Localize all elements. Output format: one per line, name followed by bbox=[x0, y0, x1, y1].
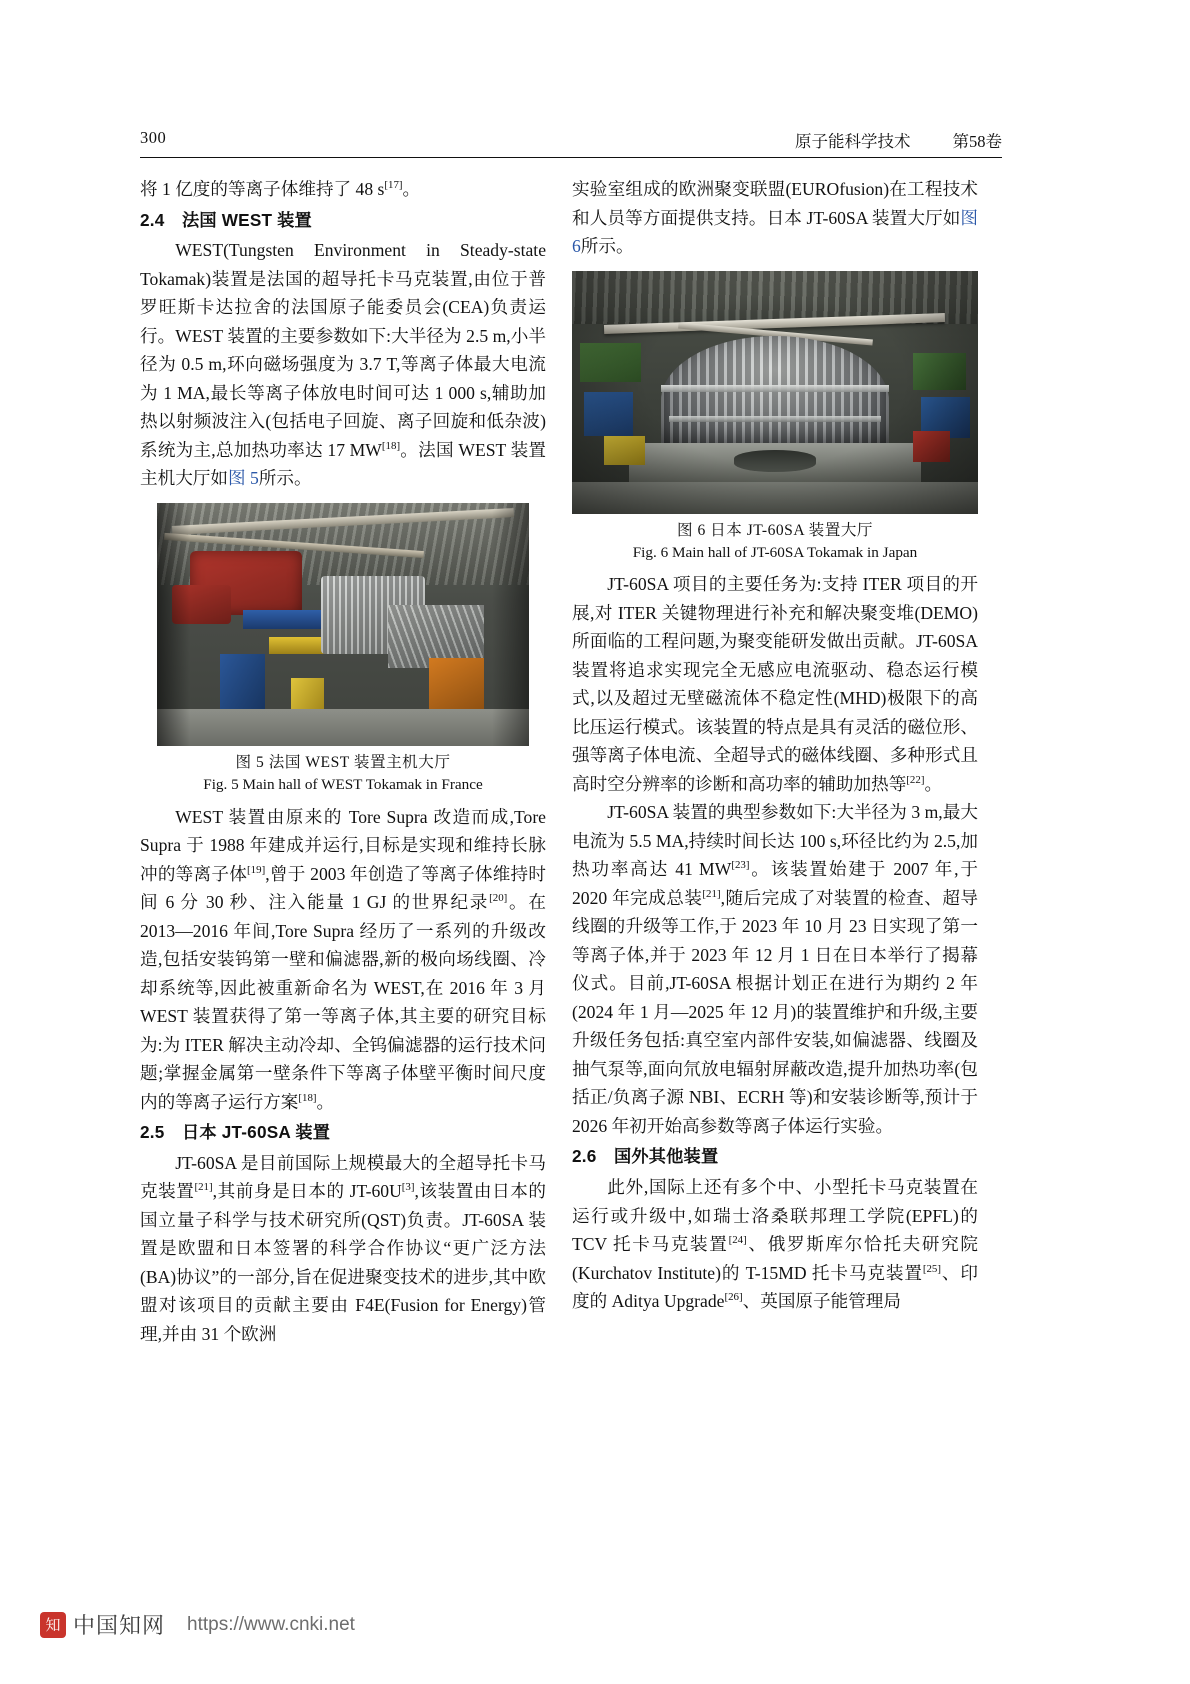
figure-6-caption-cn: 图 6 日本 JT-60SA 装置大厅 bbox=[676, 521, 874, 539]
figure-6 bbox=[572, 271, 978, 565]
paragraph-west-overview bbox=[140, 236, 546, 493]
paragraph-text: 实验室组成的欧洲聚变联盟(EUROfusion)在工程技术和人员等方面提供支持。日本 JT-60SA 装置大厅如 bbox=[572, 179, 978, 228]
citation-ref: [18] bbox=[381, 440, 401, 452]
figure-5-caption bbox=[140, 752, 546, 797]
journal-title: 原子能科学技术 bbox=[795, 132, 911, 151]
section-heading-2-4 bbox=[140, 207, 546, 235]
citation-ref: [21] bbox=[194, 1181, 213, 1194]
citation-ref: [21] bbox=[702, 887, 721, 900]
cnki-logo bbox=[40, 1609, 165, 1640]
paragraph-continued bbox=[140, 175, 546, 204]
paragraph-text-end: 所示。 bbox=[258, 468, 312, 489]
section-title: 国外其他装置 bbox=[614, 1146, 719, 1167]
paragraph-text: JT-60SA 装置的典型参数如下:大半径为 3 m,最大电流为 5.5 MA,持续时间长达 100 s,环径比约为 2.5,加热功率高达 41 MW bbox=[572, 802, 978, 880]
citation-ref: [18] bbox=[298, 1091, 317, 1104]
citation-ref: [24] bbox=[728, 1234, 747, 1247]
paragraph-text: ,曾于 2003 年创造了等离子体维持时间 6 分 30 秒、注入能量 1 GJ 的世界纪录 bbox=[140, 863, 546, 912]
paragraph-text-end: 所示。 bbox=[580, 236, 634, 256]
right-column bbox=[572, 175, 978, 1316]
paragraph-text-end: 。 bbox=[402, 179, 421, 199]
section-title: 法国 WEST 装置 bbox=[182, 209, 312, 230]
paragraph-text: JT-60SA 项目的主要任务为:支持 ITER 项目的开展,对 ITER 关键物理进行补充和解决聚变堆(DEMO)所面临的工程问题,为聚变能研发做出贡献。JT-60SA 装置将追求实现完全无感应电流驱动、稳态运行模式,以及超过无壁磁流体不稳定性(MHD)极限下的高比压运行模式。该装置的特点是具有灵活的磁位形、强等离子体电流、全超导式的磁体线圈、多种形式且高时空分辨率的诊断和高功率的辅助加热等 bbox=[572, 574, 978, 794]
citation-ref: [22] bbox=[906, 773, 925, 786]
paragraph-text-end: 。 bbox=[924, 773, 943, 794]
citation-ref: [23] bbox=[731, 859, 750, 872]
citation-ref: [20] bbox=[489, 892, 508, 905]
paragraph-text: 、印度的 Aditya Upgrade bbox=[572, 1262, 978, 1311]
header-divider bbox=[140, 157, 1002, 158]
left-column bbox=[140, 175, 546, 1348]
section-heading-2-5 bbox=[140, 1119, 546, 1147]
paragraph-text: ,其前身是日本的 JT-60U bbox=[212, 1181, 402, 1202]
paragraph-jt60sa-mission bbox=[572, 570, 978, 798]
page-number: 300 bbox=[140, 128, 167, 147]
citation-ref: [17] bbox=[384, 179, 403, 192]
paragraph-text: JT-60SA 是目前国际上规模最大的全超导托卡马克装置 bbox=[140, 1152, 546, 1202]
section-number: 2.6 bbox=[572, 1146, 597, 1167]
paragraph-text: WEST 装置由原来的 Tore Supra 改造而成,Tore Supra 于 1988 年建成并运行,目标是实现和维持长脉冲的等离子体 bbox=[140, 806, 546, 884]
paragraph-text-end: 、英国原子能管理局 bbox=[742, 1291, 901, 1311]
paragraph-other-devices bbox=[572, 1173, 978, 1316]
volume-label: 第58卷 bbox=[952, 132, 1002, 151]
figure-5 bbox=[140, 503, 546, 797]
figure-5-caption-en: Fig. 5 Main hall of WEST Tokamak in France bbox=[203, 776, 483, 794]
paragraph-text: 、俄罗斯库尔恰托夫研究院(Kurchatov Institute)的 T-15MD 托卡马克装置 bbox=[572, 1234, 978, 1283]
paragraph-text: 。该装置始建于 2007 年,于 2020 年完成总装 bbox=[572, 859, 978, 908]
citation-ref: [26] bbox=[724, 1291, 743, 1304]
cnki-logo-text: 中国知网 bbox=[73, 1613, 166, 1638]
cnki-badge-icon: 知 bbox=[40, 1612, 66, 1638]
figure-5-caption-cn: 图 5 法国 WEST 装置主机大厅 bbox=[235, 753, 451, 771]
paragraph-west-history bbox=[140, 803, 546, 1117]
figure-6-caption bbox=[572, 520, 978, 565]
section-number: 2.5 bbox=[140, 1122, 165, 1142]
paragraph-text: 将 1 亿度的等离子体维持了 48 s bbox=[140, 179, 385, 199]
cnki-watermark bbox=[40, 1609, 355, 1640]
citation-ref: [19] bbox=[247, 863, 266, 876]
section-heading-2-6 bbox=[572, 1143, 978, 1171]
paragraph-text-end: ,随后完成了对装置的检查、超导线圈的升级等工作,于 2023 年 10 月 23 日实现了第一等离子体,并于 2023 年 12 月 1 日在日本举行了揭幕仪式。目前,JT-60SA 根据计划正在进行为期约 2 年(2024 年 1 月—2025 年 12 月)的装置维护和升级,主要升级任务包括:真空室内部件安装,如偏滤器、线圈及抽气泵等,面向氘放电辐射屏蔽改造,提升加热功率(包括正/负离子源 NBI、ECRH 等)和安装诊断等,预计于 2026 年初开始高参数等离子体运行实验。 bbox=[572, 887, 978, 1136]
section-title: 日本 JT-60SA 装置 bbox=[182, 1122, 331, 1142]
figure-link-5[interactable]: 图 5 bbox=[227, 468, 259, 489]
paragraph-jt60sa-intro-continued bbox=[572, 175, 978, 261]
cnki-url[interactable]: https://www.cnki.net bbox=[187, 1613, 355, 1635]
paragraph-text-end: ,该装置由日本的国立量子科学与技术研究所(QST)负责。JT-60SA 装置是欧盟和日本签署的科学合作协议“更广泛方法(BA)协议”的一部分,旨在促进聚变技术的进步,其中欧盟对该项目的贡献主要由 F4E(Fusion for Energy)管理,并由 31 个欧洲 bbox=[140, 1181, 546, 1344]
figure-6-image bbox=[572, 271, 978, 514]
paragraph-text: 此外,国际上还有多个中、小型托卡马克装置在运行或升级中,如瑞士洛桑联邦理工学院(EPFL)的 TCV 托卡马克装置 bbox=[572, 1177, 978, 1254]
running-head bbox=[140, 128, 1002, 158]
figure-link-6[interactable]: 图 6 bbox=[572, 207, 978, 256]
paragraph-text: WEST(Tungsten Environment in Steady-state Tokamak)装置是法国的超导托卡马克装置,由位于普罗旺斯卡达拉舍的法国原子能委员会(CEA)负责运行。WEST 装置的主要参数如下:大半径为 2.5 m,小半径为 0.5 m,环向磁场强度为 3.7 T,等离子体最大电流为 1 MA,最长等离子体放电时间可达 1 000 s,辅助加热以射频波注入(包括电子回旋、离子回旋和低杂波)系统为主,总加热功率达 17 MW bbox=[140, 240, 546, 460]
section-number: 2.4 bbox=[140, 209, 165, 230]
paragraph-text: 。在 2013—2016 年间,Tore Supra 经历了一系列的升级改造,包括安装钨第一壁和偏滤器,新的极向场线圈、冷却系统等,因此被重新命名为 WEST,在 2016 年 3 月 WEST 装置获得了第一等离子体,其主要的研究目标为:为 ITER 解决主动冷却、全钨偏滤器的运行技术问题;掌握金属第一壁条件下等离子体壁平衡时间尺度内的等离子运行方案 bbox=[140, 892, 546, 1112]
paragraph-jt60sa-intro bbox=[140, 1149, 546, 1349]
paragraph-text-end: 。 bbox=[316, 1091, 335, 1112]
citation-ref: [25] bbox=[922, 1262, 941, 1275]
figure-6-caption-en: Fig. 6 Main hall of JT-60SA Tokamak in Japan bbox=[632, 544, 918, 562]
paragraph-jt60sa-parameters bbox=[572, 798, 978, 1140]
paragraph-text: 。法国 WEST 装置主机大厅如 bbox=[140, 439, 546, 489]
figure-5-image bbox=[157, 503, 529, 746]
citation-ref: [3] bbox=[401, 1181, 415, 1194]
